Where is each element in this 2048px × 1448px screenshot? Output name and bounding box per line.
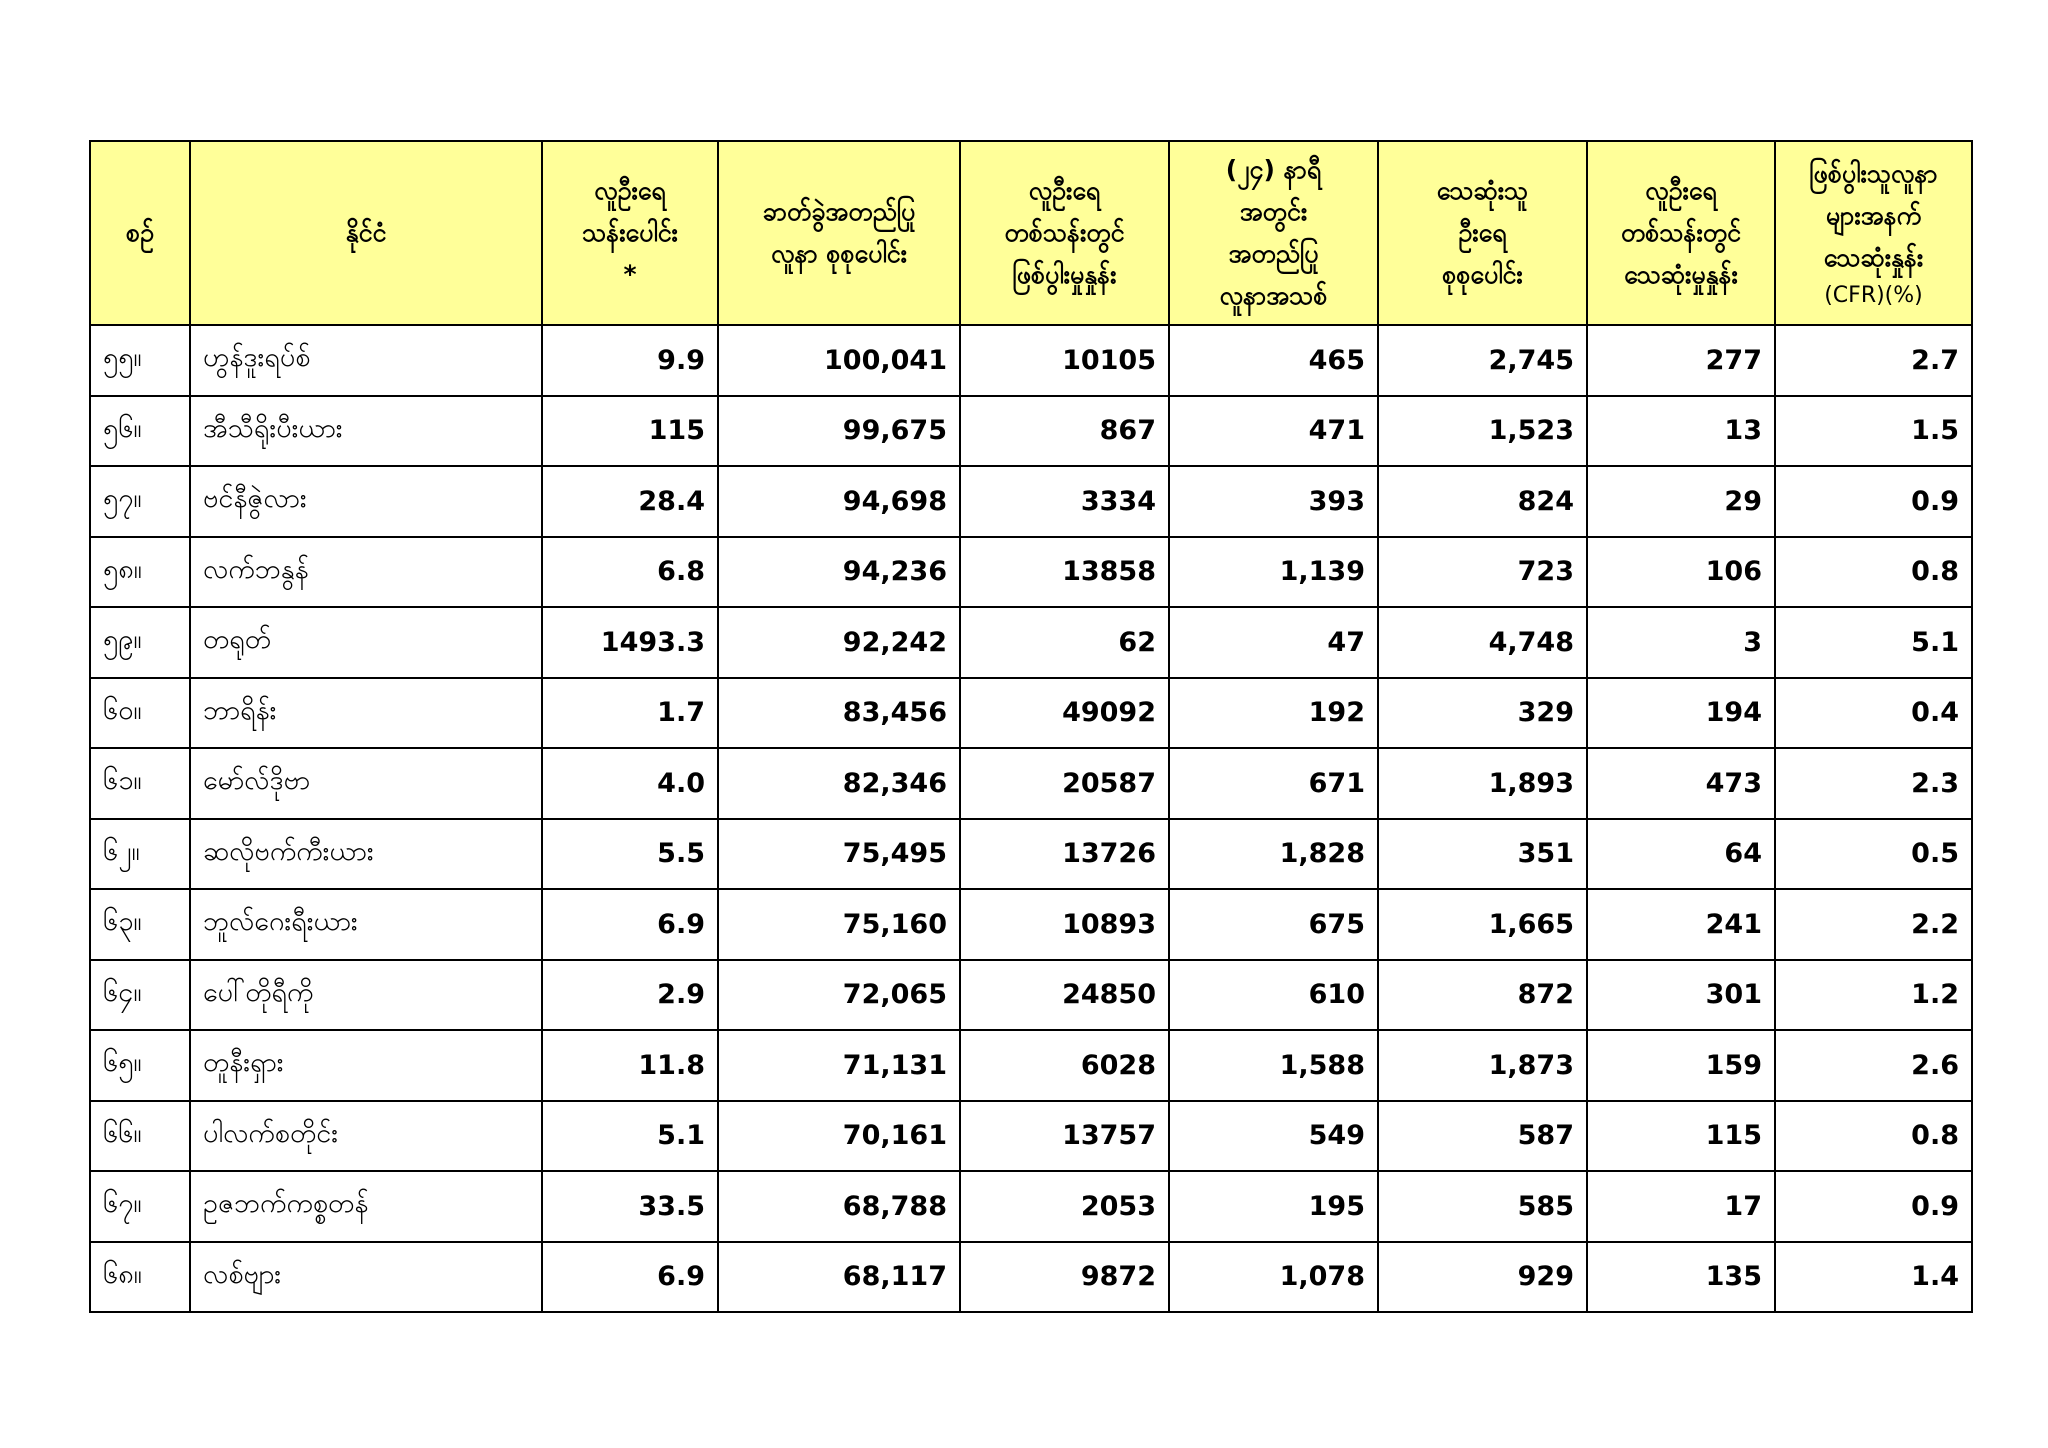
column-header-line: ခာတ်ခွဲအတည်ပြု bbox=[762, 197, 916, 226]
cell-cases-per-million: 867 bbox=[960, 396, 1169, 467]
cell-total-confirmed: 75,495 bbox=[718, 819, 960, 890]
cell-country: ဆလိုဗက်ကီးယား bbox=[190, 819, 542, 890]
table-row bbox=[90, 1171, 1972, 1242]
cell-cfr: 0.5 bbox=[1775, 819, 1972, 890]
cell-new-24h: 393 bbox=[1169, 466, 1378, 537]
cell-total-deaths: 1,893 bbox=[1378, 748, 1587, 819]
cell-deaths-per-million: 473 bbox=[1587, 748, 1775, 819]
cell-total-deaths: 351 bbox=[1378, 819, 1587, 890]
cell-total-confirmed: 92,242 bbox=[718, 607, 960, 678]
cell-total-confirmed: 82,346 bbox=[718, 748, 960, 819]
cell-total-deaths: 872 bbox=[1378, 960, 1587, 1031]
column-header-line: သေဆုံးမှုနှုန်း bbox=[1624, 260, 1738, 289]
cell-country: လစ်ဗျား bbox=[190, 1242, 542, 1313]
cell-population: 6.9 bbox=[542, 1242, 718, 1313]
cell-new-24h: 471 bbox=[1169, 396, 1378, 467]
cell-serial: ၆၇။ bbox=[90, 1171, 190, 1242]
table-row bbox=[90, 396, 1972, 467]
cell-population: 28.4 bbox=[542, 466, 718, 537]
cell-serial: ၅၉။ bbox=[90, 607, 190, 678]
cell-cfr: 1.4 bbox=[1775, 1242, 1972, 1313]
column-header-line: တစ်သန်းတွင် bbox=[1004, 218, 1125, 247]
cell-total-deaths: 4,748 bbox=[1378, 607, 1587, 678]
cell-total-confirmed: 68,117 bbox=[718, 1242, 960, 1313]
column-header-population bbox=[542, 141, 718, 325]
cell-deaths-per-million: 3 bbox=[1587, 607, 1775, 678]
cell-population: 2.9 bbox=[542, 960, 718, 1031]
cell-new-24h: 47 bbox=[1169, 607, 1378, 678]
column-header-line: အတည်ပြု bbox=[1228, 239, 1319, 268]
column-header-total-deaths bbox=[1378, 141, 1587, 325]
cell-serial: ၆၆။ bbox=[90, 1101, 190, 1172]
cell-deaths-per-million: 29 bbox=[1587, 466, 1775, 537]
cell-total-confirmed: 100,041 bbox=[718, 325, 960, 396]
cell-cases-per-million: 13757 bbox=[960, 1101, 1169, 1172]
cell-population: 6.9 bbox=[542, 889, 718, 960]
column-header-new-24h bbox=[1169, 141, 1378, 325]
cell-deaths-per-million: 115 bbox=[1587, 1101, 1775, 1172]
cell-cfr: 2.7 bbox=[1775, 325, 1972, 396]
column-header-country bbox=[190, 141, 542, 325]
cell-country: ပေါ်တိုရီကို bbox=[190, 960, 542, 1031]
cell-deaths-per-million: 17 bbox=[1587, 1171, 1775, 1242]
table-row bbox=[90, 960, 1972, 1031]
cell-cfr: 0.8 bbox=[1775, 1101, 1972, 1172]
cell-cfr: 0.4 bbox=[1775, 678, 1972, 749]
column-header-line: ဖြစ်ပွါးမှုနှုန်း bbox=[1012, 260, 1117, 289]
cell-total-confirmed: 99,675 bbox=[718, 396, 960, 467]
cell-country: ဗင်နီဇွဲလား bbox=[190, 466, 542, 537]
column-header-line: စုစုပေါင်း bbox=[1442, 260, 1523, 289]
column-header-line: စဉ် bbox=[126, 218, 154, 247]
document-sheet bbox=[89, 140, 1971, 1313]
cell-cfr: 1.5 bbox=[1775, 396, 1972, 467]
cell-cfr: 5.1 bbox=[1775, 607, 1972, 678]
cell-population: 6.8 bbox=[542, 537, 718, 608]
cell-country: အီသီရိုးပီးယား bbox=[190, 396, 542, 467]
cell-new-24h: 671 bbox=[1169, 748, 1378, 819]
column-header-cfr bbox=[1775, 141, 1972, 325]
cell-cases-per-million: 2053 bbox=[960, 1171, 1169, 1242]
cell-total-confirmed: 71,131 bbox=[718, 1030, 960, 1101]
table-row bbox=[90, 1101, 1972, 1172]
table-row bbox=[90, 325, 1972, 396]
cell-new-24h: 1,588 bbox=[1169, 1030, 1378, 1101]
cell-deaths-per-million: 64 bbox=[1587, 819, 1775, 890]
covid-country-table bbox=[89, 140, 1973, 1313]
column-header-line: လူနာအသစ် bbox=[1219, 281, 1328, 310]
cell-serial: ၅၆။ bbox=[90, 396, 190, 467]
cell-cfr: 0.8 bbox=[1775, 537, 1972, 608]
column-header-line: * bbox=[623, 260, 637, 289]
cell-cases-per-million: 62 bbox=[960, 607, 1169, 678]
cell-total-deaths: 587 bbox=[1378, 1101, 1587, 1172]
cell-total-deaths: 723 bbox=[1378, 537, 1587, 608]
cell-cfr: 0.9 bbox=[1775, 1171, 1972, 1242]
table-row bbox=[90, 819, 1972, 890]
cell-new-24h: 549 bbox=[1169, 1101, 1378, 1172]
table-row bbox=[90, 748, 1972, 819]
cell-new-24h: 465 bbox=[1169, 325, 1378, 396]
cell-serial: ၆၈။ bbox=[90, 1242, 190, 1313]
cell-population: 115 bbox=[542, 396, 718, 467]
table-row bbox=[90, 889, 1972, 960]
cell-population: 4.0 bbox=[542, 748, 718, 819]
cell-new-24h: 1,078 bbox=[1169, 1242, 1378, 1313]
cell-cases-per-million: 20587 bbox=[960, 748, 1169, 819]
cell-cases-per-million: 10893 bbox=[960, 889, 1169, 960]
cell-deaths-per-million: 13 bbox=[1587, 396, 1775, 467]
cell-cases-per-million: 13726 bbox=[960, 819, 1169, 890]
cell-cases-per-million: 49092 bbox=[960, 678, 1169, 749]
cell-total-confirmed: 94,236 bbox=[718, 537, 960, 608]
column-header-line: သေဆုံးသူ bbox=[1436, 176, 1529, 205]
column-header-line: လူဦးရေ bbox=[1028, 176, 1101, 205]
column-header-deaths-per-million bbox=[1587, 141, 1775, 325]
table-row bbox=[90, 466, 1972, 537]
cell-total-confirmed: 70,161 bbox=[718, 1101, 960, 1172]
cell-cfr: 2.3 bbox=[1775, 748, 1972, 819]
table-body bbox=[90, 325, 1972, 1312]
column-header-cases-per-million bbox=[960, 141, 1169, 325]
column-header-line: များအနက် bbox=[1825, 201, 1922, 230]
cell-cfr: 2.6 bbox=[1775, 1030, 1972, 1101]
table-row bbox=[90, 1242, 1972, 1313]
cell-total-deaths: 1,665 bbox=[1378, 889, 1587, 960]
table-row bbox=[90, 537, 1972, 608]
cell-deaths-per-million: 301 bbox=[1587, 960, 1775, 1031]
cell-population: 5.5 bbox=[542, 819, 718, 890]
cell-total-confirmed: 94,698 bbox=[718, 466, 960, 537]
cell-country: ဘူလ်ဂေးရီးယား bbox=[190, 889, 542, 960]
cell-total-deaths: 329 bbox=[1378, 678, 1587, 749]
column-header-line: လူနာ စုစုပေါင်း bbox=[771, 239, 907, 268]
cell-serial: ၅၅။ bbox=[90, 325, 190, 396]
cell-country: ဟွန်ဒူးရပ်စ် bbox=[190, 325, 542, 396]
cell-cfr: 0.9 bbox=[1775, 466, 1972, 537]
cell-population: 11.8 bbox=[542, 1030, 718, 1101]
cell-total-deaths: 585 bbox=[1378, 1171, 1587, 1242]
cell-total-confirmed: 83,456 bbox=[718, 678, 960, 749]
column-header-total-confirmed bbox=[718, 141, 960, 325]
column-header-line: လူဦးရေ bbox=[1645, 176, 1717, 205]
cell-cases-per-million: 6028 bbox=[960, 1030, 1169, 1101]
cell-country: မော်လ်ဒိုဗာ bbox=[190, 748, 542, 819]
cell-serial: ၅၇။ bbox=[90, 466, 190, 537]
cell-serial: ၆၄။ bbox=[90, 960, 190, 1031]
cell-cases-per-million: 9872 bbox=[960, 1242, 1169, 1313]
cell-country: ဥဇဘက်ကစ္စတန် bbox=[190, 1171, 542, 1242]
column-header-line: ဖြစ်ပွါးသူလူနာ bbox=[1809, 159, 1938, 188]
cell-new-24h: 675 bbox=[1169, 889, 1378, 960]
cell-population: 1.7 bbox=[542, 678, 718, 749]
cell-new-24h: 1,828 bbox=[1169, 819, 1378, 890]
cell-deaths-per-million: 159 bbox=[1587, 1030, 1775, 1101]
cell-cases-per-million: 24850 bbox=[960, 960, 1169, 1031]
cell-total-confirmed: 75,160 bbox=[718, 889, 960, 960]
cell-deaths-per-million: 277 bbox=[1587, 325, 1775, 396]
cell-total-deaths: 929 bbox=[1378, 1242, 1587, 1313]
cell-cases-per-million: 10105 bbox=[960, 325, 1169, 396]
cell-total-confirmed: 72,065 bbox=[718, 960, 960, 1031]
cell-cases-per-million: 13858 bbox=[960, 537, 1169, 608]
cell-country: တူနီးရှား bbox=[190, 1030, 542, 1101]
table-row bbox=[90, 607, 1972, 678]
cell-total-deaths: 824 bbox=[1378, 466, 1587, 537]
cell-new-24h: 1,139 bbox=[1169, 537, 1378, 608]
cell-country: လက်ဘနွန် bbox=[190, 537, 542, 608]
cell-new-24h: 195 bbox=[1169, 1171, 1378, 1242]
table-row bbox=[90, 1030, 1972, 1101]
column-header-line: အတွင်း bbox=[1239, 197, 1308, 226]
cell-deaths-per-million: 194 bbox=[1587, 678, 1775, 749]
cell-population: 1493.3 bbox=[542, 607, 718, 678]
cell-country: ပါလက်စတိုင်း bbox=[190, 1101, 542, 1172]
cell-population: 9.9 bbox=[542, 325, 718, 396]
cell-deaths-per-million: 135 bbox=[1587, 1242, 1775, 1313]
column-header-line: တစ်သန်းတွင် bbox=[1620, 218, 1742, 247]
column-header-subtitle: (CFR)(%) bbox=[1824, 283, 1923, 308]
cell-population: 5.1 bbox=[542, 1101, 718, 1172]
cell-total-deaths: 1,873 bbox=[1378, 1030, 1587, 1101]
cell-deaths-per-million: 106 bbox=[1587, 537, 1775, 608]
table-header-row bbox=[90, 141, 1972, 325]
column-header-line: သေဆုံးနှုန်း bbox=[1823, 243, 1924, 272]
cell-total-confirmed: 68,788 bbox=[718, 1171, 960, 1242]
cell-country: ဘာရိန်း bbox=[190, 678, 542, 749]
cell-serial: ၆၃။ bbox=[90, 889, 190, 960]
column-header-line: သန်းပေါင်း bbox=[582, 218, 678, 247]
column-header-line: လူဦးရေ bbox=[594, 176, 666, 205]
cell-deaths-per-million: 241 bbox=[1587, 889, 1775, 960]
column-header-serial bbox=[90, 141, 190, 325]
cell-cfr: 2.2 bbox=[1775, 889, 1972, 960]
cell-total-deaths: 2,745 bbox=[1378, 325, 1587, 396]
column-header-line: နိုင်ငံ bbox=[345, 218, 387, 247]
column-header-line: (၂၄) နာရီ bbox=[1225, 155, 1322, 184]
cell-serial: ၆၅။ bbox=[90, 1030, 190, 1101]
cell-serial: ၆၁။ bbox=[90, 748, 190, 819]
cell-population: 33.5 bbox=[542, 1171, 718, 1242]
cell-country: တရုတ် bbox=[190, 607, 542, 678]
cell-serial: ၅၈။ bbox=[90, 537, 190, 608]
column-header-line: ဦးရေ bbox=[1458, 218, 1507, 247]
cell-serial: ၆၂။ bbox=[90, 819, 190, 890]
cell-new-24h: 192 bbox=[1169, 678, 1378, 749]
cell-cases-per-million: 3334 bbox=[960, 466, 1169, 537]
table-row bbox=[90, 678, 1972, 749]
cell-total-deaths: 1,523 bbox=[1378, 396, 1587, 467]
cell-cfr: 1.2 bbox=[1775, 960, 1972, 1031]
cell-serial: ၆၀။ bbox=[90, 678, 190, 749]
cell-new-24h: 610 bbox=[1169, 960, 1378, 1031]
